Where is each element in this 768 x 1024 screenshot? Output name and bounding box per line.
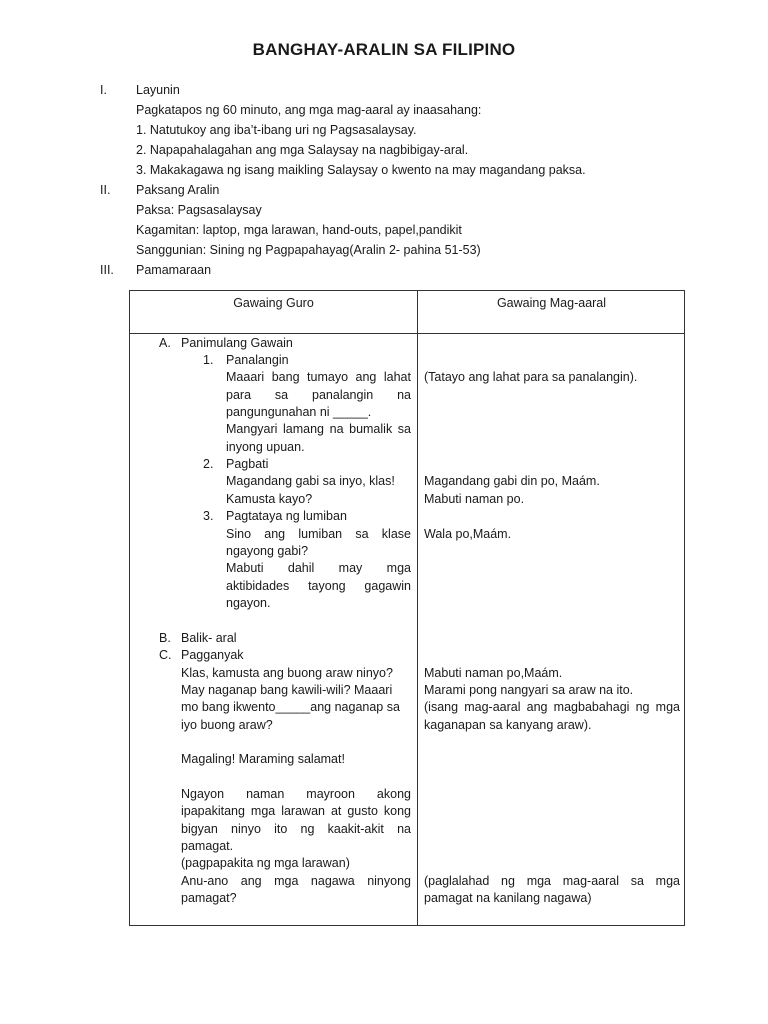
item-text: ngayong gabi?	[226, 544, 309, 558]
item-text: (pagpapakita ng mga larawan)	[181, 856, 350, 870]
column-divider	[417, 291, 418, 925]
item-text: para sa panalangin na	[226, 388, 411, 402]
item-text: Klas, kamusta ang buong araw ninyo?	[181, 666, 393, 680]
item-text: Ngayon naman mayroon akong	[181, 787, 411, 801]
part-title: Pagganyak	[181, 648, 244, 662]
item-text: inyong upuan.	[226, 440, 305, 454]
item-number: 3.	[203, 509, 214, 523]
section-heading: Paksang Aralin	[136, 183, 220, 197]
item-text: pamagat.	[181, 839, 234, 853]
item-text: Magandang gabi sa inyo, klas!	[226, 474, 395, 488]
page-title: BANGHAY-ARALIN SA FILIPINO	[252, 40, 516, 59]
section-numeral: III.	[100, 263, 114, 277]
item-title: Panalangin	[226, 353, 289, 367]
item-number: 1.	[203, 353, 214, 367]
section-line: 1. Natutukoy ang iba’t-ibang uri ng Pagsasalaysay.	[136, 123, 417, 137]
student-response: Mabuti naman po.	[424, 492, 525, 506]
student-response: pamagat na kanilang nagawa)	[424, 891, 592, 905]
item-text: ipapakitang mga larawan at gusto kong	[181, 804, 411, 818]
student-response: Magandang gabi din po, Maám.	[424, 474, 600, 488]
section-numeral: I.	[100, 83, 107, 97]
section-heading: Pamamaraan	[136, 263, 212, 277]
item-text: ngayon.	[226, 596, 271, 610]
section-line: Paksa: Pagsasalaysay	[136, 203, 262, 217]
item-number: 2.	[203, 457, 214, 471]
header-gawaing-mag-aaral: Gawaing Mag-aaral	[496, 296, 607, 310]
item-text: Kamusta kayo?	[226, 492, 313, 506]
part-label: B.	[159, 631, 171, 645]
section-line: Pagkatapos ng 60 minuto, ang mga mag-aaral ay inaasahang:	[136, 103, 482, 117]
student-response: Wala po,Maám.	[424, 527, 512, 541]
item-text: Anu-ano ang mga nagawa ninyong	[181, 874, 411, 888]
item-text: bigyan ninyo ito ng kaakit-akit na	[181, 822, 411, 836]
procedure-table	[129, 290, 685, 926]
part-label: C.	[159, 648, 172, 662]
item-text: Sino ang lumiban sa klase	[226, 527, 411, 541]
section-line: Kagamitan: laptop, mga larawan, hand-outs, papel,pandikit	[136, 223, 462, 237]
part-title: Balik- aral	[181, 631, 237, 645]
item-text: Magaling! Maraming salamat!	[181, 752, 345, 766]
student-response: Mabuti naman po,Maám.	[424, 666, 563, 680]
item-text: aktibidades tayong gagawin	[226, 579, 411, 593]
item-text: mo bang ikwento_____ang naganap sa	[181, 700, 400, 714]
item-text: Mangyari lamang na bumalik sa	[226, 422, 411, 436]
item-title: Pagbati	[226, 457, 269, 471]
student-response: (Tatayo ang lahat para sa panalangin).	[424, 370, 638, 384]
student-response: (paglalahad ng mga mag-aaral sa mga	[424, 874, 680, 888]
section-line: 2. Napapahalagahan ang mga Salaysay na nagbibigay-aral.	[136, 143, 469, 157]
student-response: (isang mag-aaral ang magbabahagi ng mga	[424, 700, 680, 714]
item-text: pamagat?	[181, 891, 237, 905]
header-divider	[130, 333, 684, 334]
section-numeral: II.	[100, 183, 111, 197]
student-response: Marami pong nangyari sa araw na ito.	[424, 683, 634, 697]
item-title: Pagtataya ng lumiban	[226, 509, 347, 523]
header-gawaing-guro: Gawaing Guro	[233, 296, 314, 310]
item-text: Maaari bang tumayo ang lahat	[226, 370, 411, 384]
student-response: kaganapan sa kanyang araw).	[424, 718, 592, 732]
section-line: Sanggunian: Sining ng Pagpapahayag(Aralin 2- pahina 51-53)	[136, 243, 481, 257]
section-line: 3. Makakagawa ng isang maikling Salaysay o kwento na may magandang paksa.	[136, 163, 586, 177]
section-heading: Layunin	[136, 83, 180, 97]
item-text: pangungunahan ni _____.	[226, 405, 372, 419]
item-text: Mabuti dahil may mga	[226, 561, 411, 575]
item-text: May naganap bang kawili-wili? Maaari	[181, 683, 393, 697]
part-title: Panimulang Gawain	[181, 336, 293, 350]
part-label: A.	[159, 336, 171, 350]
item-text: iyo buong araw?	[181, 718, 273, 732]
